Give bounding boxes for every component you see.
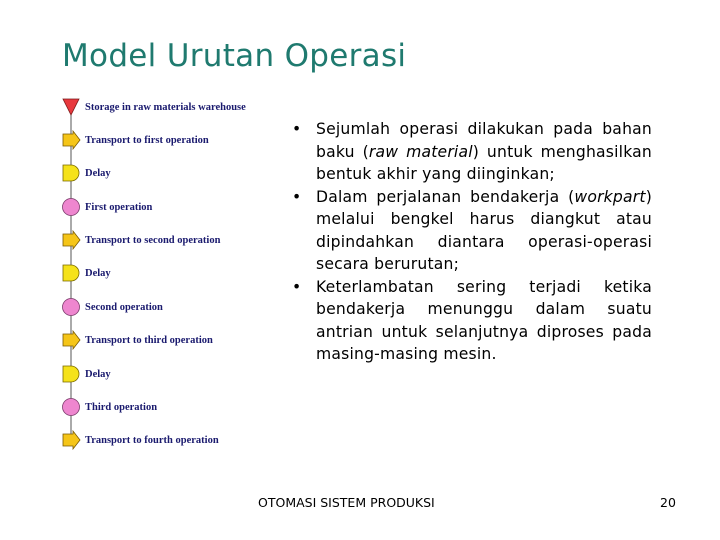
- operation-circle-icon: [63, 299, 80, 316]
- storage-triangle-icon: [63, 99, 79, 115]
- bullet-text: Sejumlah operasi dilakukan pada bahan baku (: [316, 120, 652, 161]
- slide-footer: OTOMASI SISTEM PRODUKSI: [258, 495, 435, 510]
- delay-icon: [63, 366, 79, 382]
- delay-icon: [63, 165, 79, 181]
- flow-step-label: Transport to first operation: [85, 135, 209, 146]
- operation-sequence-flowchart: [58, 95, 268, 460]
- bullet-list: [292, 118, 652, 366]
- flow-step-label: Third operation: [85, 402, 158, 413]
- flow-step-label: Transport to second operation: [85, 235, 221, 246]
- bullet-text: Keterlambatan sering terjadi ketika bendakerja menunggu dalam suatu antrian untuk selanjutnya diproses pada masing-masing mesin.: [316, 277, 652, 363]
- page-number: 20: [660, 495, 676, 510]
- bullet-italic-term: raw material: [368, 142, 473, 161]
- transport-arrow-icon: [63, 131, 80, 149]
- flowchart-symbols: [58, 95, 88, 460]
- bullet-item: [292, 118, 652, 186]
- flow-step-label: Delay: [85, 369, 111, 380]
- operation-circle-icon: [63, 199, 80, 216]
- bullet-italic-term: workpart: [574, 187, 646, 206]
- bullet-text: ) melalui bengkel harus diangkut atau dipindahkan diantara operasi-operasi secara berurutan;: [316, 187, 652, 273]
- flow-step-label: Transport to fourth operation: [85, 435, 219, 446]
- flow-step-label: Transport to third operation: [85, 335, 213, 346]
- flow-step-label: Delay: [85, 168, 111, 179]
- flow-step-label: Storage in raw materials warehouse: [85, 102, 246, 113]
- operation-circle-icon: [63, 399, 80, 416]
- slide-title: Model Urutan Operasi: [62, 38, 407, 74]
- flow-step-label: Second operation: [85, 302, 163, 313]
- transport-arrow-icon: [63, 431, 80, 449]
- bullet-text: ) untuk menghasilkan bentuk akhir yang diinginkan;: [316, 142, 652, 183]
- flow-step-label: First operation: [85, 202, 153, 213]
- transport-arrow-icon: [63, 331, 80, 349]
- bullet-item: [292, 276, 652, 366]
- bullet-item: [292, 186, 652, 276]
- delay-icon: [63, 265, 79, 281]
- transport-arrow-icon: [63, 231, 80, 249]
- flow-step-label: Delay: [85, 268, 111, 279]
- bullet-text: Dalam perjalanan bendakerja (: [316, 187, 575, 206]
